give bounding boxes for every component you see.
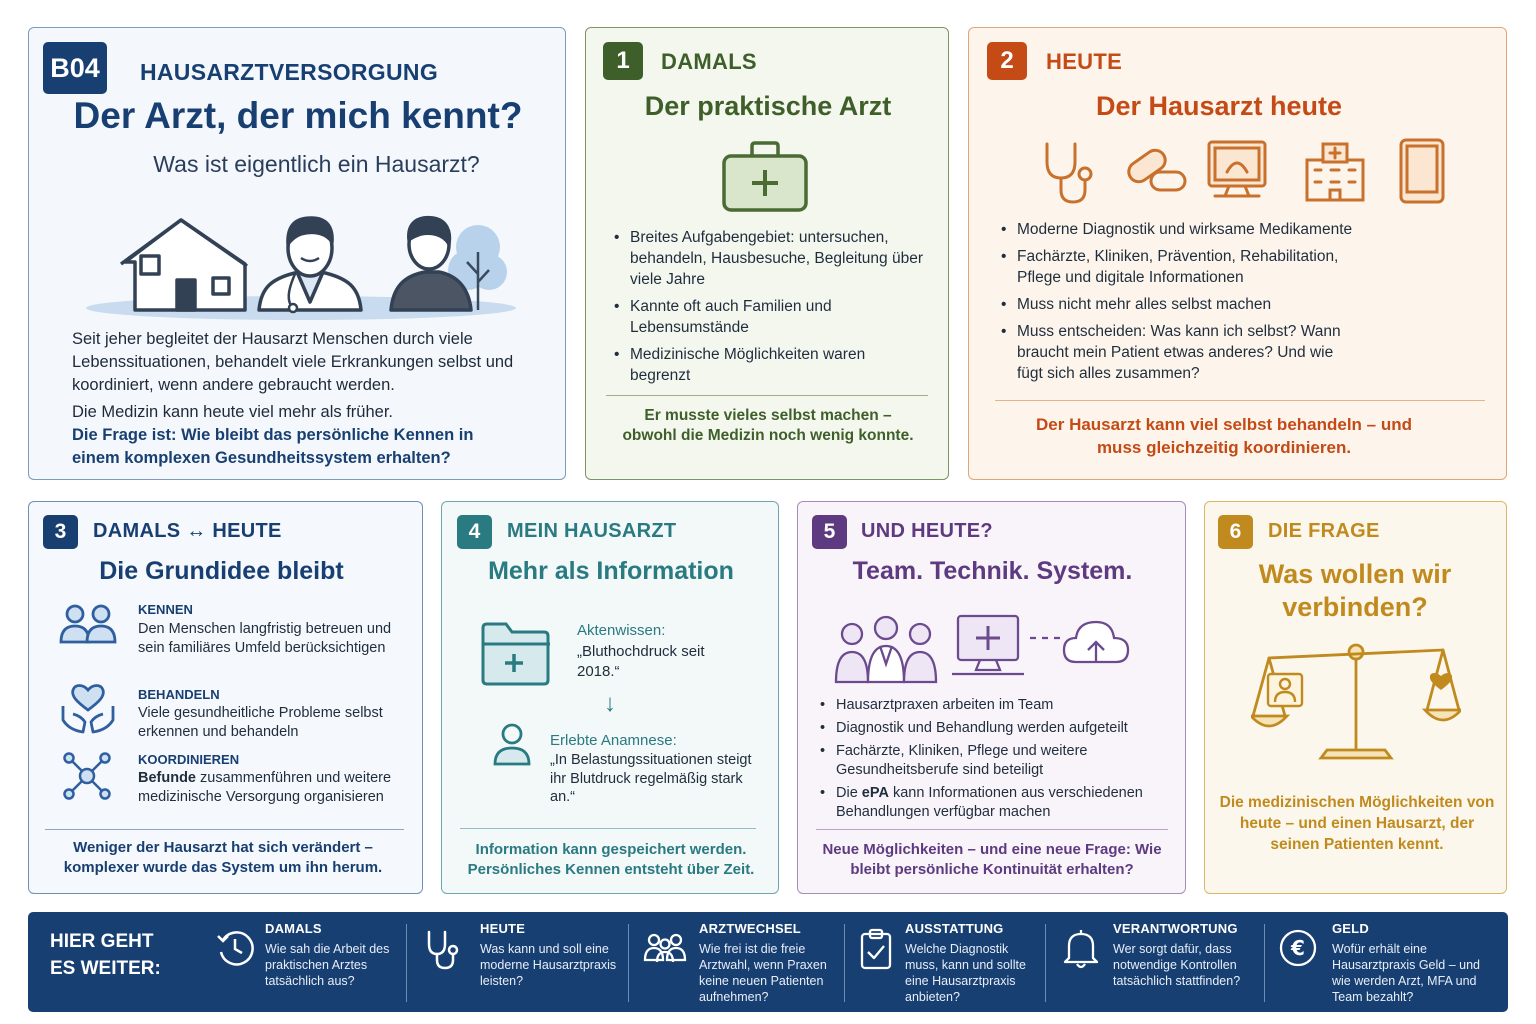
die-frage-summary: Die medizinischen Möglichkeiten von heute – und einen Hausarzt, der seinen Patienten kennt. xyxy=(1219,794,1495,853)
footer-link-damals[interactable]: DAMALS Wie sah die Arbeit des praktischen Arztes tatsächlich aus? xyxy=(213,912,403,1012)
svg-text:€: € xyxy=(1291,936,1305,960)
further-reading-bar xyxy=(28,912,1508,1012)
divider xyxy=(995,400,1485,401)
intro-card xyxy=(28,27,566,480)
person-icon xyxy=(1268,674,1302,706)
divider xyxy=(606,395,928,396)
grundidee-summary: Weniger der Hausarzt hat sich verändert – komplexer wurde das System um ihn herum. xyxy=(63,839,383,876)
damals-title: Der praktische Arzt xyxy=(644,91,892,121)
kennen-text: Den Menschen langfristig betreuen und sein familiäres Umfeld berücksichtigen xyxy=(138,621,392,656)
heute-kicker: HEUTE xyxy=(1046,49,1123,74)
intro-subtitle: Was ist eigentlich ein Hausarzt? xyxy=(153,151,480,177)
heute-icon-row xyxy=(1039,138,1449,208)
koordinieren-rest: zusammenführen und weitere medizinische Versorgung organisieren xyxy=(138,770,392,805)
ultrasound-monitor-icon xyxy=(1209,142,1265,196)
damals-bullet: • Breites Aufgabengebiet: untersuchen, behandeln, Hausbesuche, Begleitung über viele Jahre xyxy=(608,227,928,290)
separator xyxy=(844,924,845,1002)
heute-bullet: • Muss nicht mehr alles selbst machen xyxy=(995,294,1385,315)
und-heute-bullet: • Fachärzte, Kliniken, Pflege und weitere Gesundheitsberufe sind beteiligt xyxy=(814,742,1134,780)
footer-link-geld[interactable]: € GELD Wofür erhält eine Hausarztpraxis Geld – und wie werden Arzt, MFA und Team bezahlt? xyxy=(1278,912,1503,1012)
mein-hausarzt-card xyxy=(441,501,779,894)
divider xyxy=(460,828,756,829)
grundidee-card xyxy=(28,501,423,894)
team-tech-system-illustration xyxy=(834,612,1134,684)
mein-hausarzt-kicker: MEIN HAUSARZT xyxy=(507,520,677,542)
bell-icon xyxy=(1061,928,1101,970)
koordinieren-bold: Befunde xyxy=(138,770,196,786)
intro-kicker: HAUSARZTVERSORGUNG xyxy=(139,59,439,85)
team-icon xyxy=(836,617,936,682)
euro-coin-icon xyxy=(1278,928,1318,968)
und-heute-bullet-epa: • Die ePA kann Informationen aus verschiedenen Behandlungen verfügbar machen xyxy=(814,784,1179,822)
und-heute-bullet: • Hausarztpraxen arbeiten im Team xyxy=(814,696,1179,715)
section-number-6: 6 xyxy=(1218,515,1253,549)
separator xyxy=(628,924,629,1002)
mein-hausarzt-summary: Information kann gespeichert werden. Persönliches Kennen entsteht über Zeit. xyxy=(467,841,755,878)
damals-bullet: • Medizinische Möglichkeiten waren begrenzt xyxy=(608,344,928,386)
footer-label: HIER GEHT ES WEITER: xyxy=(50,931,161,979)
stethoscope-icon xyxy=(423,928,463,972)
section-number-4: 4 xyxy=(457,515,492,549)
behandeln-heading: BEHANDELN xyxy=(138,687,220,702)
heute-summary: Der Hausarzt kann viel selbst behandeln – und muss gleichzeitig koordinieren. xyxy=(1036,415,1412,457)
koordinieren-text xyxy=(138,769,398,806)
heute-bullet: • Fachärzte, Kliniken, Prävention, Rehabilitation, Pflege und digitale Informationen xyxy=(995,246,1385,288)
computer-icon xyxy=(952,616,1024,674)
die-frage-title: Was wollen wir verbinden? xyxy=(1258,559,1452,622)
damals-kicker: DAMALS xyxy=(661,49,757,74)
group-icon xyxy=(643,932,687,964)
und-heute-card xyxy=(797,501,1186,894)
heute-card xyxy=(968,27,1507,480)
grundidee-title: Die Grundidee bleibt xyxy=(99,557,344,585)
damals-bullet-list xyxy=(608,227,928,392)
house-icon xyxy=(121,220,247,310)
section-number-5: 5 xyxy=(812,515,847,549)
die-frage-kicker: DIE FRAGE xyxy=(1268,520,1380,542)
clock-history-icon xyxy=(215,928,255,968)
footer-link-verantwortung[interactable]: VERANTWORTUNG Wer sorgt dafür, dass notwendige Kontrollen tatsächlich stattfinden? xyxy=(1061,912,1271,1012)
damals-card xyxy=(585,27,949,480)
section-number-3: 3 xyxy=(43,515,78,549)
people-icon xyxy=(59,604,117,644)
heute-bullet: • Muss entscheiden: Was kann ich selbst? Wann braucht mein Patient etwas anderes? Und wie fügt sich alles zusammen? xyxy=(995,321,1345,384)
mein-hausarzt-title: Mehr als Information xyxy=(488,557,734,585)
behandeln-text: Viele gesundheitliche Probleme selbst erkennen und behandeln xyxy=(138,705,383,740)
section-number-1: 1 xyxy=(603,42,643,80)
und-heute-title: Team. Technik. System. xyxy=(852,557,1133,585)
heute-bullet-list xyxy=(995,219,1385,390)
koordinieren-heading: KOORDINIEREN xyxy=(138,752,240,767)
intro-question: Die Frage ist: Wie bleibt das persönliche Kennen in einem komplexen Gesundheitssystem erhalten? xyxy=(72,426,474,467)
und-heute-summary: Neue Möglichkeiten – und eine neue Frage: Wie bleibt persönliche Kontinuität erhalten? xyxy=(822,841,1162,878)
separator xyxy=(1045,924,1046,1002)
patient-folder-icon xyxy=(480,620,552,686)
grundidee-kicker: DAMALS ↔ HEUTE xyxy=(93,520,282,542)
separator xyxy=(406,924,407,1002)
clipboard-check-icon xyxy=(858,928,894,970)
heute-title: Der Hausarzt heute xyxy=(1095,91,1343,121)
cloud-upload-icon xyxy=(1064,622,1128,662)
intro-paragraph-2: Die Medizin kann heute viel mehr als früher. xyxy=(72,403,393,421)
separator xyxy=(1264,924,1265,1002)
kennen-heading: KENNEN xyxy=(138,602,193,617)
caring-hands-heart-icon xyxy=(59,682,117,734)
network-icon xyxy=(63,752,111,800)
die-frage-card xyxy=(1204,501,1507,894)
anamnese-text: „In Belastungssituationen steigt ihr Blutdruck regelmäßig stark an.“ xyxy=(550,752,752,805)
und-heute-kicker: UND HEUTE? xyxy=(861,520,993,542)
und-heute-bullet-list xyxy=(814,696,1179,826)
footer-link-arztwechsel[interactable]: ARZTWECHSEL Wie frei ist die freie Arztwahl, wenn Praxen keine neuen Patienten aufnehmen? xyxy=(643,912,843,1012)
section-number-2: 2 xyxy=(987,42,1027,80)
doctor-figure xyxy=(259,218,361,312)
aktenwissen-text: „Bluthochdruck seit 2018.“ xyxy=(577,643,705,680)
footer-link-ausstattung[interactable]: AUSSTATTUNG Welche Diagnostik muss, kann und sollte eine Hausarztpraxis anbieten? xyxy=(858,912,1058,1012)
doctor-bag-icon xyxy=(720,140,810,214)
person-icon xyxy=(492,722,532,766)
divider xyxy=(816,829,1168,830)
pills-icon xyxy=(1125,146,1185,190)
family-doctor-illustration xyxy=(81,192,521,320)
balance-scale-icon xyxy=(1251,640,1461,764)
und-heute-bullet: • Diagnostik und Behandlung werden aufgeteilt xyxy=(814,719,1179,738)
anamnese-heading: Erlebte Anamnese: xyxy=(550,732,677,749)
topic-badge: B04 xyxy=(43,42,107,94)
footer-link-heute[interactable]: HEUTE Was kann und soll eine moderne Hausarztpraxis leisten? xyxy=(423,912,633,1012)
intro-paragraph: Seit jeher begleitet der Hausarzt Menschen durch viele Lebenssituationen, behandelt viele Erkrankungen selbst und koordiniert, wenn andere gebraucht werden. xyxy=(72,330,514,394)
heute-bullet: • Moderne Diagnostik und wirksame Medikamente xyxy=(995,219,1385,240)
arrow-down-icon: ↓ xyxy=(604,690,616,717)
damals-summary: Er musste vieles selbst machen – obwohl die Medizin noch wenig konnte. xyxy=(622,407,914,444)
damals-bullet: • Kannte oft auch Familien und Lebensumstände xyxy=(608,296,928,338)
divider xyxy=(45,829,404,830)
intro-title: Der Arzt, der mich kennt? xyxy=(73,95,523,136)
hospital-icon xyxy=(1307,144,1363,200)
tablet-icon xyxy=(1401,140,1443,202)
stethoscope-icon xyxy=(1047,144,1091,202)
aktenwissen-heading: Aktenwissen: xyxy=(577,622,666,639)
